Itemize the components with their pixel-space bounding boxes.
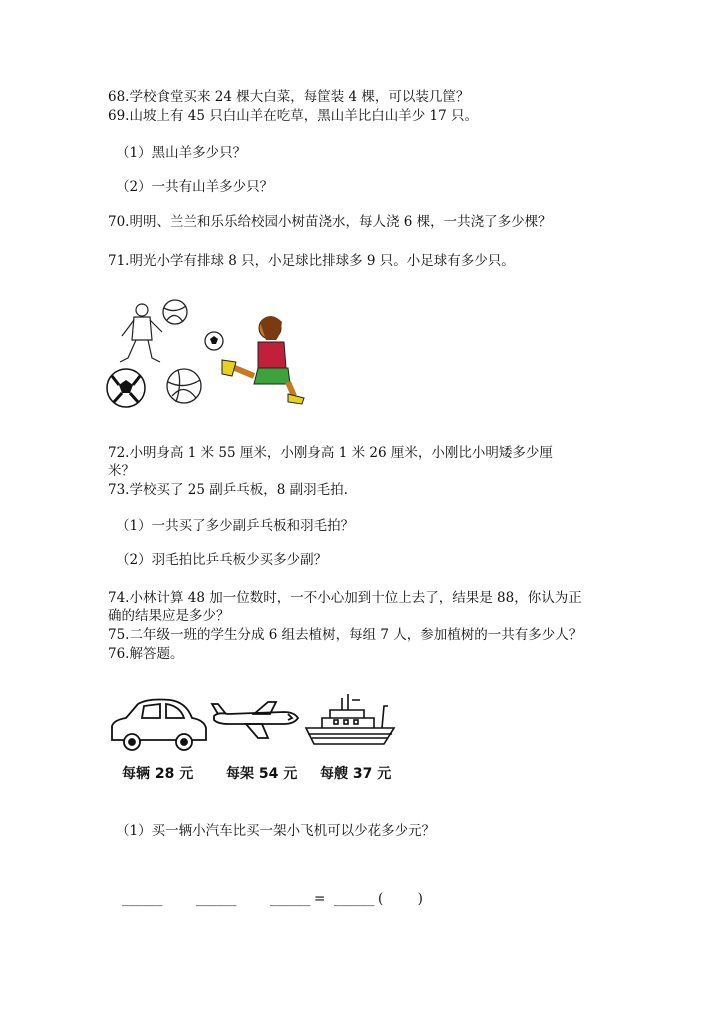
balls-illustration bbox=[104, 292, 324, 412]
person-icon bbox=[120, 304, 162, 362]
question-72-line-1: 72.小明身高 1 米 55 厘米，小刚身高 1 米 26 厘米，小刚比小明矮多少厘 bbox=[108, 445, 553, 461]
question-68: 68.学校食堂买来 24 棵大白菜，每筐装 4 棵，可以装几筐？ bbox=[108, 89, 470, 105]
vehicles-illustration bbox=[108, 692, 408, 756]
question-71: 71.明光小学有排球 8 只，小足球比排球多 9 只。小足球有多少只。 bbox=[108, 253, 515, 269]
equals-sign: = bbox=[314, 891, 326, 907]
question-69: 69.山坡上有 45 只白山羊在吃草，黑山羊比白山羊少 17 只。 bbox=[108, 108, 478, 124]
question-73-part-1: （1）一共买了多少副乒乓板和羽毛拍？ bbox=[116, 518, 355, 534]
volleyball-icon bbox=[167, 369, 201, 403]
volleyball-icon bbox=[163, 300, 187, 324]
soccer-ball-icon bbox=[107, 369, 145, 407]
soccer-ball-icon bbox=[205, 332, 223, 350]
question-69-part-2: （2）一共有山羊多少只？ bbox=[116, 179, 274, 195]
answer-blank-1[interactable]: ______ bbox=[122, 891, 163, 907]
car-icon bbox=[112, 700, 206, 751]
question-76-part-1: （1）买一辆小汽车比买一架小飞机可以少花多少元？ bbox=[116, 823, 436, 839]
question-76: 76.解答题。 bbox=[108, 646, 184, 662]
question-73: 73.学校买了 25 副乒乓板，8 副羽毛拍. bbox=[108, 482, 348, 498]
question-74-line-1: 74.小林计算 48 加一位数时，一不小心加到十位上去了，结果是 88，你认为正 bbox=[108, 590, 582, 606]
answer-blank-3[interactable]: ______ bbox=[270, 891, 311, 907]
ship-price: 每艘 37 元 bbox=[320, 766, 392, 782]
answer-blank-2[interactable]: ______ bbox=[196, 891, 237, 907]
question-75: 75.二年级一班的学生分成 6 组去植树，每组 7 人，参加植树的一共有多少人？ bbox=[108, 627, 583, 643]
ship-icon bbox=[306, 694, 394, 744]
question-69-part-1: （1）黑山羊多少只？ bbox=[116, 145, 247, 161]
question-73-part-2: （2）羽毛拍比乒乓板少买多少副？ bbox=[116, 552, 328, 568]
question-74-line-2: 确的结果应是多少？ bbox=[108, 608, 230, 624]
answer-blank-4[interactable]: ______ bbox=[334, 891, 375, 907]
plane-price: 每架 54 元 bbox=[226, 766, 298, 782]
airplane-icon bbox=[212, 702, 298, 738]
car-price: 每辆 28 元 bbox=[122, 766, 194, 782]
question-72-line-2: 米？ bbox=[108, 463, 135, 479]
kicking-child-icon bbox=[222, 316, 304, 404]
question-70: 70.明明、兰兰和乐乐给校园小树苗浇水，每人浇 6 棵，一共浇了多少棵？ bbox=[108, 214, 552, 230]
unit-parentheses[interactable]: ( ) bbox=[378, 891, 423, 907]
